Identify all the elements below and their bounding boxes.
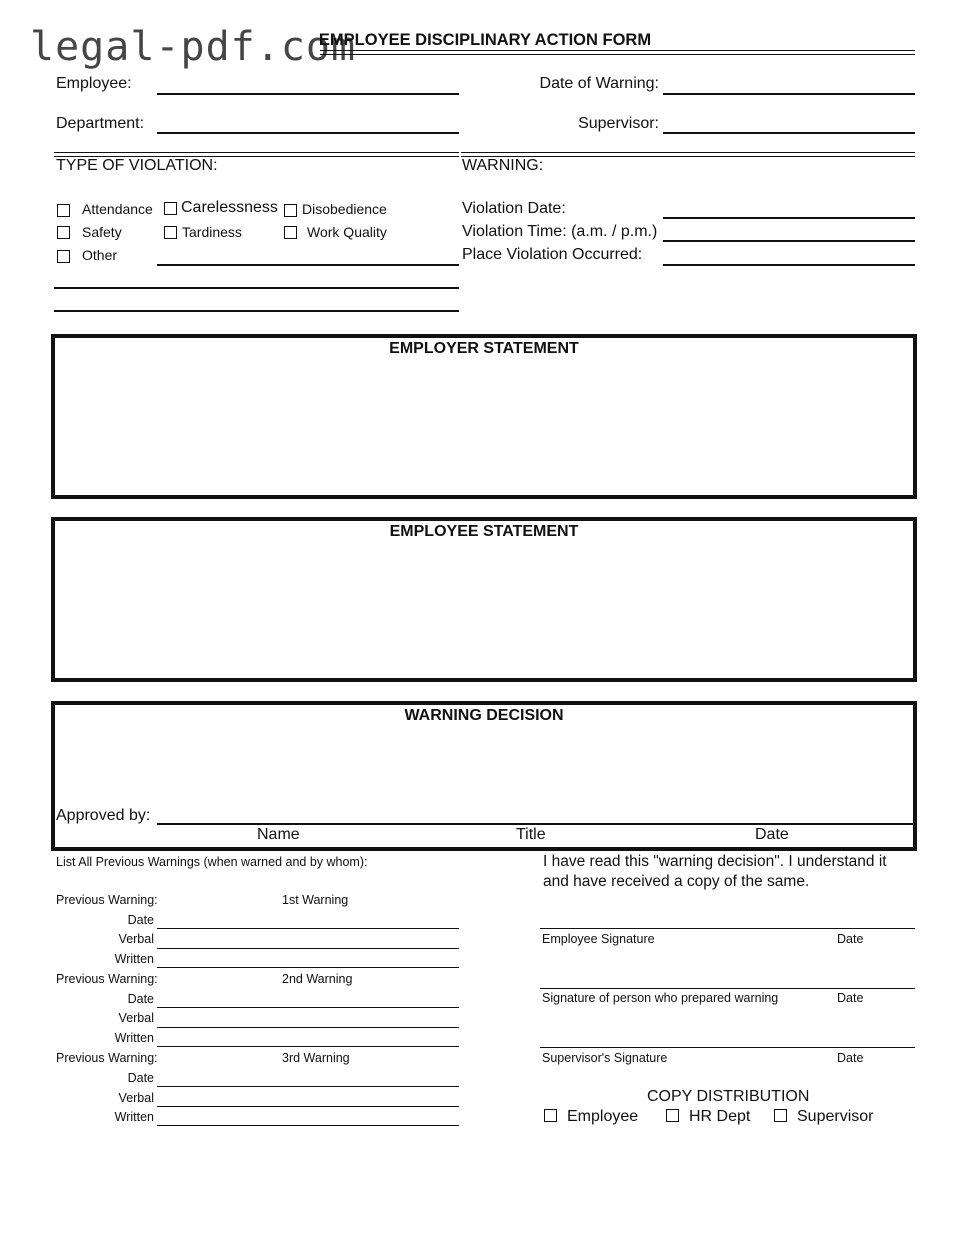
copy-distribution-title: COPY DISTRIBUTION xyxy=(647,1088,810,1105)
place-violation-label: Place Violation Occurred: xyxy=(462,246,643,263)
third-warning-label: 3rd Warning xyxy=(282,1051,350,1065)
department-field[interactable] xyxy=(157,132,459,134)
other-extra-line-2[interactable] xyxy=(54,310,459,312)
work-quality-checkbox[interactable] xyxy=(284,226,297,239)
warning-2-date-label: Date xyxy=(127,992,154,1006)
warning-3-date-label: Date xyxy=(127,1071,154,1085)
supervisor-label: Supervisor: xyxy=(578,115,659,132)
warning-2-written-field[interactable] xyxy=(157,1046,459,1047)
disobedience-label: Disobedience xyxy=(302,201,387,217)
employee-statement-box[interactable] xyxy=(51,517,917,682)
employee-signature-label: Employee Signature xyxy=(542,932,655,946)
carelessness-checkbox[interactable] xyxy=(164,202,177,215)
watermark-text: legal-pdf.com xyxy=(30,24,357,70)
other-extra-line-1[interactable] xyxy=(54,287,459,289)
second-warning-label: 2nd Warning xyxy=(282,972,353,986)
copy-supervisor-checkbox[interactable] xyxy=(774,1109,787,1122)
violation-date-label: Violation Date: xyxy=(462,200,566,217)
warning-3-written-label: Written xyxy=(114,1110,154,1124)
preparer-signature-label: Signature of person who prepared warning xyxy=(542,991,779,1005)
other-checkbox[interactable] xyxy=(57,250,70,263)
warning-2-written-label: Written xyxy=(114,1031,154,1045)
safety-checkbox[interactable] xyxy=(57,226,70,239)
safety-label: Safety xyxy=(82,224,122,240)
warning-1-verbal-field[interactable] xyxy=(157,948,459,949)
warning-3-verbal-label: Verbal xyxy=(118,1091,154,1105)
type-of-violation-heading: TYPE OF VIOLATION: xyxy=(56,157,218,174)
warning-2-verbal-label: Verbal xyxy=(118,1011,154,1025)
warning-2-verbal-field[interactable] xyxy=(157,1027,459,1028)
warning-3-written-field[interactable] xyxy=(157,1125,459,1126)
previous-warning-2-label: Previous Warning: xyxy=(56,972,158,986)
attendance-checkbox[interactable] xyxy=(57,204,70,217)
form-title: EMPLOYEE DISCIPLINARY ACTION FORM xyxy=(318,31,652,49)
copy-hr-checkbox[interactable] xyxy=(666,1109,679,1122)
warning-heading: WARNING: xyxy=(462,157,544,174)
employer-statement-title: EMPLOYER STATEMENT xyxy=(389,340,579,357)
violation-date-field[interactable] xyxy=(663,217,915,219)
previous-warning-3-label: Previous Warning: xyxy=(56,1051,158,1065)
warning-3-verbal-field[interactable] xyxy=(157,1106,459,1107)
copy-hr-label: HR Dept xyxy=(689,1108,751,1125)
previous-warnings-heading: List All Previous Warnings (when warned and by whom): xyxy=(56,855,368,869)
other-field[interactable] xyxy=(157,264,459,266)
date-of-warning-label: Date of Warning: xyxy=(539,75,659,92)
date-of-warning-field[interactable] xyxy=(663,93,915,95)
warning-decision-title: WARNING DECISION xyxy=(404,707,564,724)
tardiness-checkbox[interactable] xyxy=(164,226,177,239)
carelessness-label: Carelessness xyxy=(181,199,278,216)
supervisor-signature-label: Supervisor's Signature xyxy=(542,1051,668,1065)
preparer-signature-field[interactable] xyxy=(540,988,915,989)
warning-2-date-field[interactable] xyxy=(157,1007,459,1008)
approved-by-field[interactable] xyxy=(157,823,913,825)
department-label: Department: xyxy=(56,115,145,132)
approved-by-label: Approved by: xyxy=(56,807,151,824)
supervisor-field[interactable] xyxy=(663,132,915,134)
employee-statement-title: EMPLOYEE STATEMENT xyxy=(389,523,579,540)
employee-label: Employee: xyxy=(56,75,132,92)
employee-field[interactable] xyxy=(157,93,459,95)
place-violation-field[interactable] xyxy=(663,264,915,266)
employee-signature-field[interactable] xyxy=(540,928,915,929)
approved-name-label: Name xyxy=(257,826,300,843)
employee-signature-date-label: Date xyxy=(837,932,864,946)
warning-1-date-label: Date xyxy=(127,913,154,927)
previous-warning-1-label: Previous Warning: xyxy=(56,893,158,907)
violation-time-label: Violation Time: (a.m. / p.m.) xyxy=(462,223,658,240)
approved-date-label: Date xyxy=(755,826,789,843)
copy-supervisor-label: Supervisor xyxy=(797,1108,874,1125)
warning-1-written-label: Written xyxy=(114,952,154,966)
supervisor-signature-field[interactable] xyxy=(540,1047,915,1048)
warning-1-verbal-label: Verbal xyxy=(118,932,154,946)
first-warning-label: 1st Warning xyxy=(282,893,349,907)
approved-title-label: Title xyxy=(516,826,546,843)
acknowledgement-text: I have read this "warning decision". I understand it and have received a copy of the same. xyxy=(543,853,887,890)
other-label: Other xyxy=(82,247,118,263)
warning-1-date-field[interactable] xyxy=(157,928,459,929)
tardiness-label: Tardiness xyxy=(182,224,242,240)
disobedience-checkbox[interactable] xyxy=(284,204,297,217)
warning-3-date-field[interactable] xyxy=(157,1086,459,1087)
violation-time-field[interactable] xyxy=(663,240,915,242)
employer-statement-box[interactable] xyxy=(51,334,917,499)
work-quality-label: Work Quality xyxy=(307,224,387,240)
warning-1-written-field[interactable] xyxy=(157,967,459,968)
copy-employee-label: Employee xyxy=(567,1108,639,1125)
supervisor-signature-date-label: Date xyxy=(837,1051,864,1065)
preparer-signature-date-label: Date xyxy=(837,991,864,1005)
attendance-label: Attendance xyxy=(82,201,153,217)
copy-employee-checkbox[interactable] xyxy=(544,1109,557,1122)
warning-decision-box[interactable] xyxy=(51,701,917,851)
title-rule xyxy=(320,50,915,55)
